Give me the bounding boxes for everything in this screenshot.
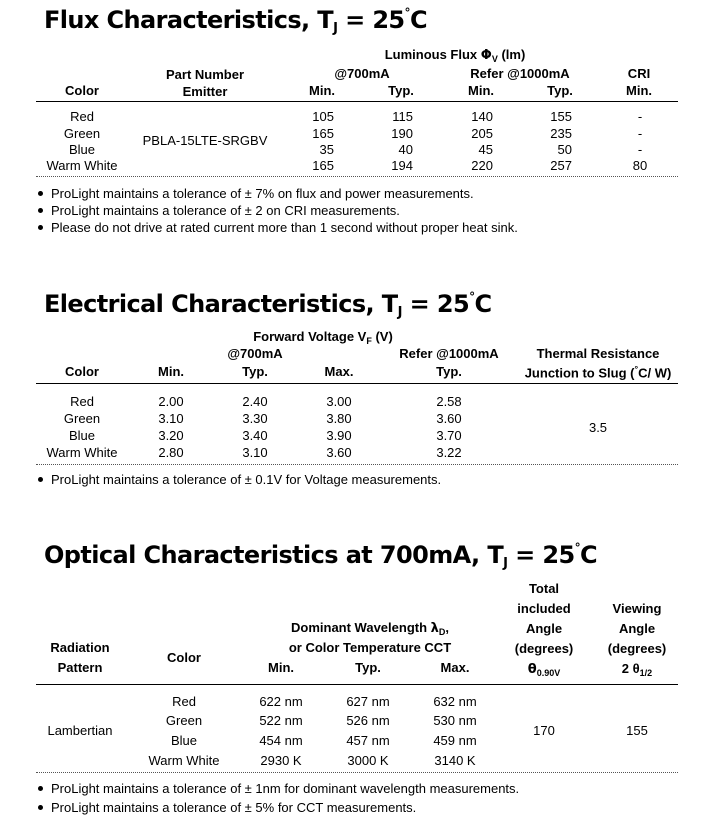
flux-header-1000ma: Refer @1000mA [470, 66, 570, 81]
electrical-min: 2.80 [158, 445, 184, 460]
electrical-max: 3.60 [326, 445, 352, 460]
flux-cri: - [637, 142, 643, 157]
electrical-min: 2.00 [158, 394, 184, 409]
flux-min-700: 165 [312, 158, 334, 173]
optical-header-dominant: Dominant Wavelength $\lambda_D$, [291, 620, 449, 637]
flux-header-cri: CRI [627, 66, 651, 81]
flux-header-typ-700: Typ. [388, 83, 414, 98]
electrical-typ-1000: 3.22 [436, 445, 462, 460]
flux-cri: - [637, 109, 643, 124]
optical-header-cct: or Color Temperature CCT [288, 640, 452, 655]
electrical-header-min: Min. [158, 364, 184, 379]
optical-header-view-angle: Angle [618, 621, 656, 636]
electrical-header-1000ma: Refer @1000mA [399, 346, 499, 361]
electrical-bottom-rule [36, 464, 678, 465]
flux-bottom-rule [36, 176, 678, 177]
flux-row-color: Red [70, 109, 94, 124]
electrical-typ-1000: 3.70 [436, 428, 462, 443]
optical-header-rule [36, 684, 678, 685]
electrical-note: ProLight maintains a tolerance of ± 0.1V for Voltage measurements. [38, 472, 441, 487]
electrical-typ: 3.30 [242, 411, 268, 426]
flux-typ-700: 190 [391, 126, 413, 141]
electrical-header-color: Color [65, 364, 99, 379]
optical-viewing-angle: 155 [626, 723, 648, 738]
optical-header-radiation: Radiation [50, 640, 110, 655]
flux-note: Please do not drive at rated current more than 1 second without proper heat sink. [38, 220, 518, 235]
electrical-header-typ: Typ. [242, 364, 268, 379]
flux-min-1000: 220 [471, 158, 493, 173]
electrical-typ-1000: 3.60 [436, 411, 462, 426]
flux-typ-700: 40 [398, 142, 413, 157]
electrical-max: 3.90 [326, 428, 352, 443]
electrical-group-header: Forward Voltage $V_F$ (V) [253, 329, 393, 346]
optical-section-title: Optical Characteristics at 700mA, $T_J = 25^\circ C$ [44, 541, 598, 571]
flux-header-cri-min: Min. [626, 83, 652, 98]
flux-typ-1000: 155 [550, 109, 572, 124]
optical-pattern: Lambertian [47, 723, 113, 738]
flux-header-min-1000: Min. [468, 83, 494, 98]
flux-header-color: Color [65, 83, 99, 98]
optical-typ: 526 nm [346, 713, 390, 728]
electrical-section-title: Electrical Characteristics, $T_J = 25^\circ C$ [44, 290, 492, 320]
optical-total-angle: 170 [533, 723, 555, 738]
optical-typ: 3000 K [347, 753, 389, 768]
flux-header-emitter: Emitter [182, 84, 228, 99]
optical-min: 2930 K [260, 753, 302, 768]
bullet-icon [38, 208, 43, 213]
optical-header-included: included [517, 601, 571, 616]
electrical-max: 3.00 [326, 394, 352, 409]
electrical-header-rule [36, 383, 678, 384]
optical-note: ProLight maintains a tolerance of ± 5% for CCT measurements. [38, 800, 416, 815]
flux-header-min-700: Min. [309, 83, 335, 98]
flux-note: ProLight maintains a tolerance of ± 7% on flux and power measurements. [38, 186, 474, 201]
bullet-icon [38, 477, 43, 482]
flux-note: ProLight maintains a tolerance of ± 2 on CRI measurements. [38, 203, 400, 218]
electrical-header-typ-1000: Typ. [436, 364, 462, 379]
optical-row-color: Warm White [148, 753, 220, 768]
optical-min: 454 nm [259, 733, 303, 748]
flux-cri: 80 [632, 158, 648, 173]
flux-header-typ-1000: Typ. [547, 83, 573, 98]
electrical-typ: 2.40 [242, 394, 268, 409]
optical-max: 3140 K [434, 753, 476, 768]
electrical-min: 3.20 [158, 428, 184, 443]
flux-group-header: Luminous Flux $\Phi_V$ (lm) [384, 47, 526, 64]
optical-bottom-rule [36, 772, 678, 773]
flux-row-color: Blue [68, 142, 96, 157]
bullet-icon [38, 191, 43, 196]
bullet-icon [38, 786, 43, 791]
flux-min-1000: 45 [478, 142, 493, 157]
optical-max: 459 nm [433, 733, 477, 748]
optical-header-angle: Angle [525, 621, 563, 636]
flux-typ-1000: 257 [550, 158, 572, 173]
optical-row-color: Red [172, 694, 196, 709]
bullet-icon [38, 805, 43, 810]
electrical-row-color: Red [70, 394, 94, 409]
optical-header-total: Total [528, 581, 560, 596]
flux-header-700ma: @700mA [334, 66, 390, 81]
electrical-max: 3.80 [326, 411, 352, 426]
electrical-header-junction: Junction to Slug (°C/ W) [524, 364, 672, 381]
flux-typ-1000: 235 [550, 126, 572, 141]
electrical-typ: 3.10 [242, 445, 268, 460]
flux-min-700: 105 [312, 109, 334, 124]
electrical-typ-1000: 2.58 [436, 394, 462, 409]
electrical-header-max: Max. [324, 364, 354, 379]
optical-header-viewing: Viewing [612, 601, 662, 616]
optical-header-2theta: 2 $\theta_{1/2}$ [621, 661, 653, 678]
optical-header-theta: $\theta_{0.90V}$ [527, 662, 561, 678]
bullet-icon [38, 225, 43, 230]
flux-min-1000: 205 [471, 126, 493, 141]
optical-header-view-degrees: (degrees) [607, 641, 667, 656]
electrical-thermal-value: 3.5 [588, 420, 608, 435]
flux-typ-700: 115 [392, 109, 413, 124]
electrical-row-color: Green [63, 411, 101, 426]
electrical-header-700ma: @700mA [227, 346, 283, 361]
flux-row-color: Green [63, 126, 101, 141]
optical-max: 632 nm [433, 694, 477, 709]
optical-typ: 457 nm [346, 733, 390, 748]
optical-note: ProLight maintains a tolerance of ± 1nm for dominant wavelength measurements. [38, 781, 519, 796]
flux-row-color: Warm White [46, 158, 118, 173]
flux-typ-1000: 50 [557, 142, 572, 157]
optical-min: 522 nm [259, 713, 303, 728]
optical-header-min: Min. [268, 660, 294, 675]
flux-min-700: 165 [312, 126, 334, 141]
optical-min: 622 nm [259, 694, 303, 709]
flux-typ-700: 194 [391, 158, 413, 173]
electrical-typ: 3.40 [242, 428, 268, 443]
optical-row-color: Blue [170, 733, 198, 748]
flux-min-700: 35 [319, 142, 334, 157]
flux-header-part-number: Part Number [165, 67, 245, 82]
optical-row-color: Green [165, 713, 203, 728]
optical-typ: 627 nm [346, 694, 390, 709]
optical-header-typ: Typ. [355, 660, 381, 675]
flux-min-1000: 140 [471, 109, 493, 124]
electrical-min: 3.10 [158, 411, 184, 426]
flux-section-title: Flux Characteristics, $T_J = 25^\circ C$ [44, 6, 427, 36]
electrical-header-thermal: Thermal Resistance [536, 346, 660, 361]
electrical-row-color: Warm White [46, 445, 118, 460]
optical-header-degrees: (degrees) [514, 641, 574, 656]
optical-header-pattern: Pattern [57, 660, 103, 675]
flux-header-rule [36, 101, 678, 102]
flux-part-number: PBLA-15LTE-SRGBV [142, 133, 268, 148]
optical-header-max: Max. [440, 660, 470, 675]
electrical-row-color: Blue [68, 428, 96, 443]
optical-max: 530 nm [433, 713, 477, 728]
optical-header-color: Color [167, 650, 201, 665]
flux-cri: - [637, 126, 643, 141]
